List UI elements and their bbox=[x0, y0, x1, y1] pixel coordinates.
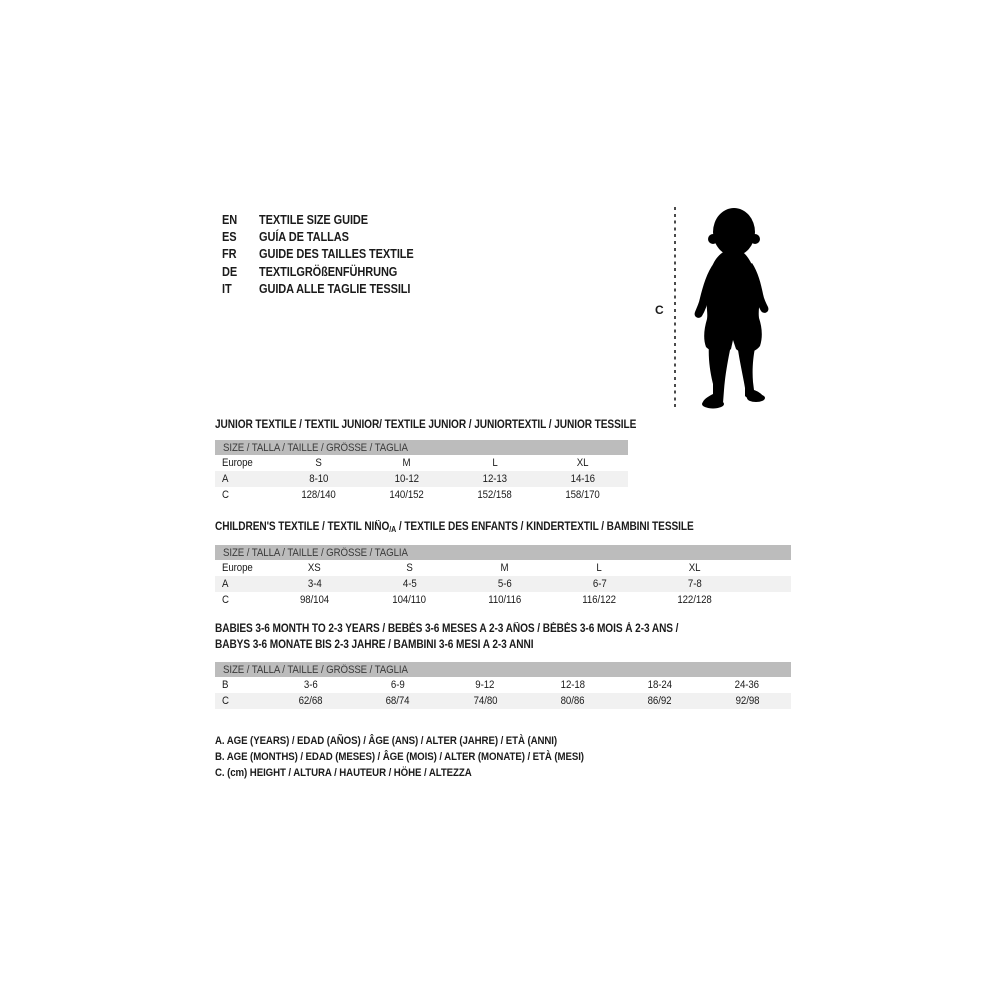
table-cell: 122/128 bbox=[677, 594, 712, 606]
table-cell: L bbox=[492, 457, 498, 469]
table-cell: 140/152 bbox=[389, 489, 425, 501]
table-row bbox=[215, 677, 791, 693]
table-cell: 158/170 bbox=[565, 489, 601, 501]
table-cell: 3-4 bbox=[307, 578, 322, 590]
row-label: Europe bbox=[222, 457, 253, 469]
table-cell: 98/104 bbox=[299, 594, 330, 606]
legend-text: GUIDE DES TAILLES TEXTILE bbox=[259, 247, 414, 262]
table-cell: 74/80 bbox=[473, 695, 498, 707]
height-dotted-line bbox=[674, 207, 676, 409]
table-cell: L bbox=[596, 562, 603, 574]
legend-row-de bbox=[222, 263, 435, 280]
table-row bbox=[215, 560, 791, 576]
table-row bbox=[215, 576, 791, 592]
table-cell: 6-9 bbox=[391, 679, 405, 691]
table-cell: 10-12 bbox=[394, 473, 420, 485]
legend-text: GUÍA DE TALLAS bbox=[259, 230, 349, 245]
note-age-months: B. AGE (MONTHS) / EDAD (MESES) / ÂGE (MOIS) / ALTER (MONATE) / ETÀ (MESI) bbox=[215, 751, 584, 763]
table-cell: 12-18 bbox=[560, 679, 585, 691]
row-label: C bbox=[222, 594, 229, 606]
junior-size-table bbox=[215, 440, 628, 503]
legend-row-it bbox=[222, 281, 435, 298]
table-cell: 8-10 bbox=[309, 473, 329, 485]
table-cell: 12-13 bbox=[482, 473, 508, 485]
legend-row-en bbox=[222, 211, 435, 228]
table-cell: 68/74 bbox=[386, 695, 410, 707]
table-header-band: SIZE / TALLA / TAILLE / GRÖSSE / TAGLIA bbox=[215, 662, 791, 677]
language-code: DE bbox=[222, 264, 238, 279]
table-cell: M bbox=[500, 562, 509, 574]
table-cell: XL bbox=[688, 562, 701, 574]
table-cell: 152/158 bbox=[477, 489, 513, 501]
table-row bbox=[215, 487, 628, 503]
table-cell: XL bbox=[577, 457, 589, 469]
table-cell: 14-16 bbox=[570, 473, 596, 485]
table-cell: 110/116 bbox=[488, 594, 521, 606]
table-cell: 62/68 bbox=[298, 695, 323, 707]
table-cell: 104/110 bbox=[392, 594, 427, 606]
children-size-table bbox=[215, 545, 791, 608]
legend-text: TEXTILE SIZE GUIDE bbox=[259, 212, 369, 227]
table-cell: S bbox=[315, 457, 323, 469]
babies-size-table bbox=[215, 662, 791, 709]
table-cell: 4-5 bbox=[402, 578, 417, 590]
table-cell: 3-6 bbox=[303, 679, 318, 691]
row-label: Europe bbox=[222, 562, 253, 574]
row-label: A bbox=[222, 473, 229, 485]
table-row bbox=[215, 693, 791, 709]
table-cell: 92/98 bbox=[735, 695, 760, 707]
language-code: FR bbox=[222, 247, 237, 262]
table-cell: 5-6 bbox=[497, 578, 512, 590]
table-row bbox=[215, 455, 628, 471]
section-title-babies: BABIES 3-6 MONTH TO 2-3 YEARS / BEBÉS 3-6 MESES A 2-3 AÑOS / BÉBÉS 3-6 MOIS À 2-3 ANS / BABYS 3-6 MONATE BIS 2-3 JAHRE / BAMBINI 3-6 MESI A 2-3 ANNI bbox=[215, 623, 679, 651]
table-cell: 80/86 bbox=[560, 695, 585, 707]
toddler-silhouette-icon bbox=[687, 206, 779, 412]
table-header-band: SIZE / TALLA / TAILLE / GRÖSSE / TAGLIA bbox=[215, 545, 791, 560]
legend-row-es bbox=[222, 228, 435, 245]
table-cell: S bbox=[406, 562, 413, 574]
note-age-years: A. AGE (YEARS) / EDAD (AÑOS) / ÂGE (ANS) / ALTER (JAHRE) / ETÀ (ANNI) bbox=[215, 735, 558, 747]
row-label: A bbox=[222, 578, 229, 590]
table-cell: M bbox=[402, 457, 411, 469]
section-title-children: CHILDREN'S TEXTILE / TEXTIL $NIÑO_{/A}$ / TEXTILE DES ENFANTS / KINDERTEXTIL / BAMBINI TESSILE bbox=[215, 521, 694, 534]
table-cell: 128/140 bbox=[301, 489, 337, 501]
footnotes bbox=[215, 733, 634, 781]
filler-cell bbox=[742, 592, 791, 608]
table-header-band: SIZE / TALLA / TAILLE / GRÖSSE / TAGLIA bbox=[215, 440, 628, 455]
table-row bbox=[215, 471, 628, 487]
table-cell: 86/92 bbox=[647, 695, 672, 707]
table-cell: 9-12 bbox=[475, 679, 495, 691]
table-row bbox=[215, 592, 791, 608]
table-cell: 7-8 bbox=[687, 578, 702, 590]
note-height-cm: C. (cm) HEIGHT / ALTURA / HAUTEUR / HÖHE / ALTEZZA bbox=[215, 767, 472, 779]
language-code: ES bbox=[222, 230, 237, 245]
language-legend bbox=[222, 211, 435, 298]
height-marker-label: C bbox=[655, 303, 664, 317]
subscript-text: /A bbox=[389, 525, 397, 534]
legend-text: TEXTILGRÖßENFÜHRUNG bbox=[259, 264, 398, 279]
row-label: C bbox=[222, 489, 229, 501]
language-code: EN bbox=[222, 212, 238, 227]
section-title-junior: JUNIOR TEXTILE / TEXTIL JUNIOR/ TEXTILE JUNIOR / JUNIORTEXTIL / JUNIOR TESSILE bbox=[215, 419, 637, 431]
table-cell: 6-7 bbox=[592, 578, 607, 590]
table-cell: XS bbox=[308, 562, 321, 574]
language-code: IT bbox=[222, 282, 232, 297]
filler-cell bbox=[742, 576, 791, 592]
table-cell: 116/122 bbox=[582, 594, 617, 606]
row-label: B bbox=[222, 679, 229, 691]
filler-cell bbox=[742, 560, 791, 576]
legend-text: GUIDA ALLE TAGLIE TESSILI bbox=[259, 282, 411, 297]
table-cell: 18-24 bbox=[647, 679, 672, 691]
legend-row-fr bbox=[222, 246, 435, 263]
row-label: C bbox=[222, 695, 229, 707]
table-cell: 24-36 bbox=[734, 679, 760, 691]
